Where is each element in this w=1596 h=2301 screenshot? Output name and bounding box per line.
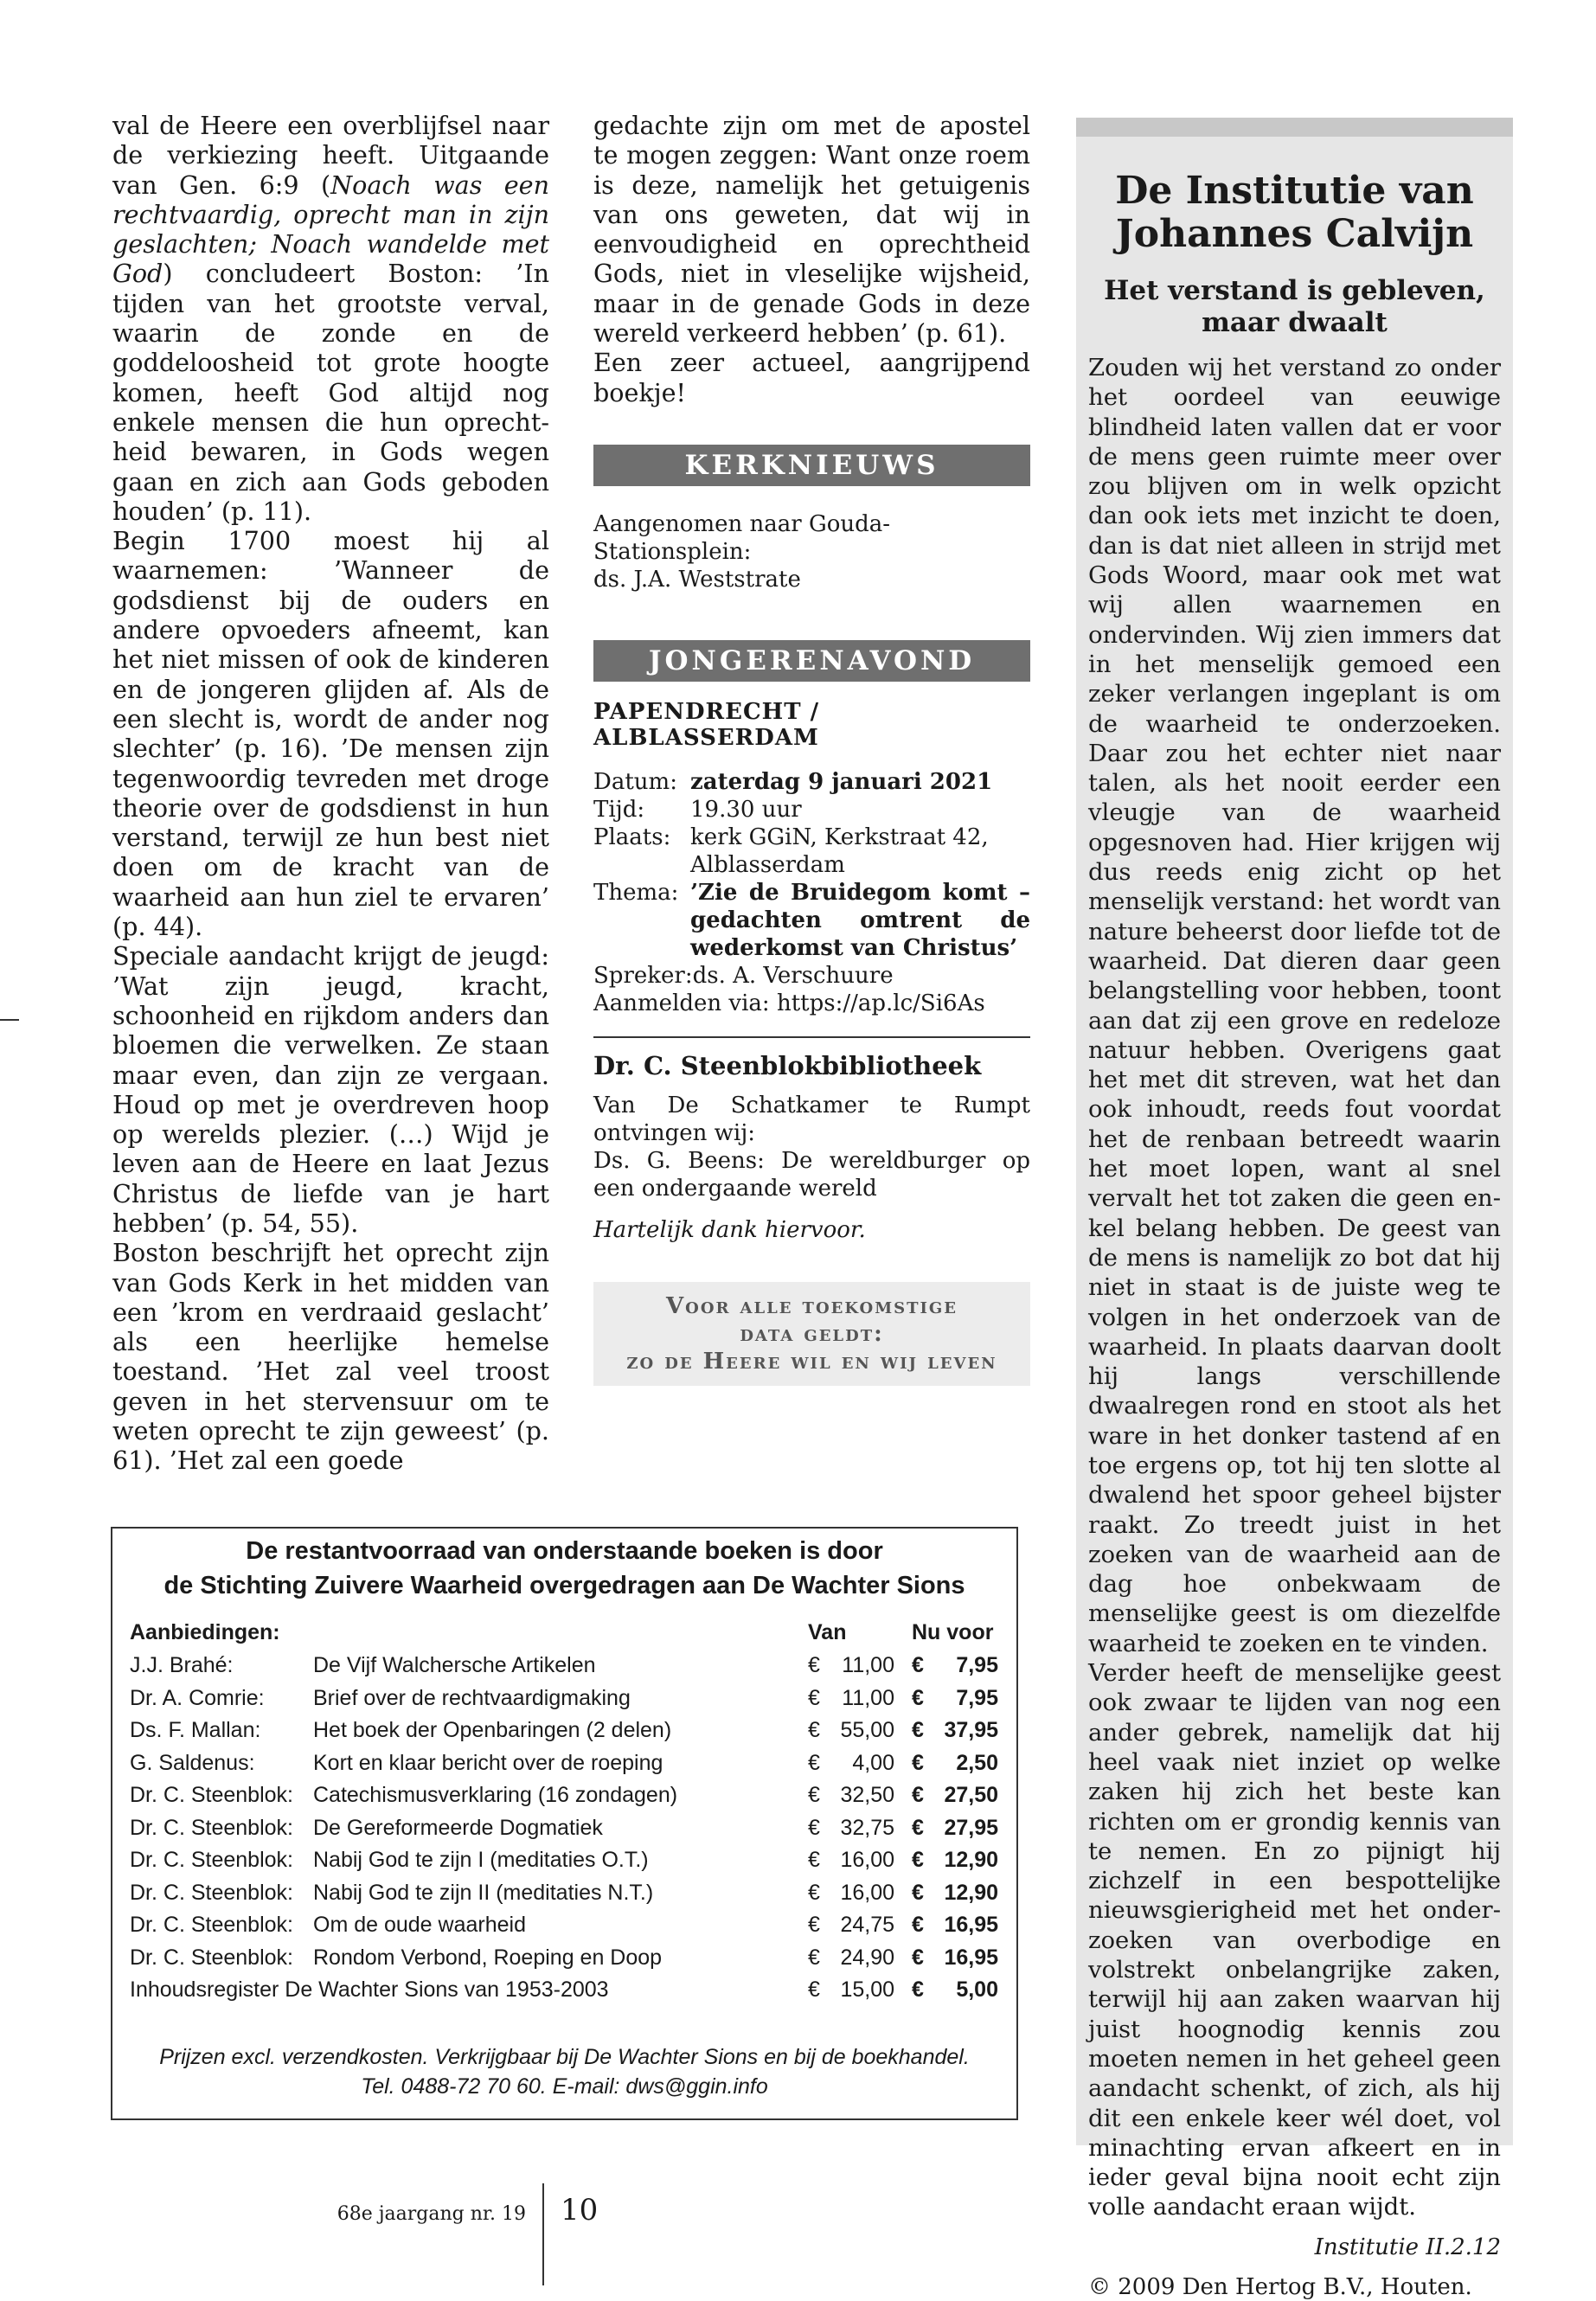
paragraph: Begin 1700 moest hij al waarnemen: ’Wanneer de godsdienst bij de ouders en andere opvoeders afneemt, kan het niet missen of ook de kinderen en de jongeren glijden af. Als de een slecht is, wordt de ander nog slechter’ (p. 16). ’De mensen zijn tegenwoordig tevreden met droge theorie over de godsdienst in hun verstand, terwijl ze hun best niet doen om de kracht van de waarheid aan hun ziel te ervaren’ (p. 44). bbox=[112, 526, 549, 942]
books-title-line: De restantvoorraad van onderstaande boeken is door bbox=[246, 1537, 883, 1565]
books-title-line: de Stichting Zuivere Waarheid overgedragen aan De Wachter Sions bbox=[163, 1572, 965, 1599]
price-old bbox=[808, 1877, 912, 1910]
price-new-value: 5,00 bbox=[956, 1977, 998, 2003]
price-old-value: 11,00 bbox=[842, 1653, 894, 1678]
price-old-value: 4,00 bbox=[852, 1750, 894, 1775]
price-new-value: 16,95 bbox=[944, 1913, 998, 1938]
book-author: Dr. C. Steenblok: bbox=[130, 1880, 293, 1905]
price-new bbox=[912, 1747, 1007, 1780]
currency-symbol: € bbox=[808, 1783, 820, 1808]
currency-symbol: € bbox=[912, 1783, 924, 1808]
price-new bbox=[912, 1877, 1007, 1910]
event-date: zaterdag 9 januari 2021 bbox=[690, 768, 993, 795]
price-old-value: 32,50 bbox=[840, 1783, 894, 1808]
kerknieuws-line: Aangenomen naar Gouda-Stationsplein: bbox=[593, 510, 891, 565]
event-theme: ’Zie de Bruidegom komt – gedachten omtrent de wederkomst van Christus’ bbox=[690, 879, 1030, 961]
price-old bbox=[808, 1650, 912, 1682]
issue-info: 68e jaargang nr. 19 bbox=[337, 2203, 526, 2225]
book-title: De Gereformeerde Dogmatiek bbox=[313, 1815, 603, 1840]
book-title: Nabij God te zijn II (meditaties N.T.) bbox=[313, 1880, 654, 1905]
books-footer-line: Tel. 0488-72 70 60. E-mail: dws@ggin.info bbox=[361, 2074, 768, 2099]
book-title: Nabij God te zijn I (meditaties O.T.) bbox=[313, 1848, 649, 1873]
kerknieuws-heading: KERKNIEUWS bbox=[593, 445, 1030, 486]
table-row bbox=[130, 1974, 1007, 2007]
paragraph: Zouden wij het verstand zo onder het oordeel van eeuwige blindheid laten vallen dat er voor de mens geen ruimte meer over zou blijven om in welk opzicht dan ook iets met inzicht te doen, dan is dat niet alleen in strijd met Gods Woord, maar ook met wat wij allen waarnemen en ondervinden. Wij zien immers dat in het menselijk gemoed een zeker verlangen ingeplant is om de waarheid te onderzoeken. Daar zou het echter niet naar talen, als het nooit eerder een vleugje van de waarheid opgesnoven had. Hier krijgen wij dus reeds enig zicht op het menselijk verstand: het wordt van nature beheerst door liefde tot de waarheid. Dat dieren daar geen belangstelling voor hebben, toont aan dat zij een grove en redeloze natuur hebben. Overigens gaat het met dit streven, wat het dan ook inhoudt, reeds fout voordat het de renbaan betreedt waarin het moet lopen, want al snel vervalt het tot zaken die geen enkel belang hebben. De geest van de mens is namelijk zo bot dat hij niet in staat is de juiste weg te volgen in het onderzoek van de waarheid. In plaats daarvan doolt hij langs verschillende dwaalregen rond en stoot als het ware in het donker tastend af en toe ergens op, tot hij ten slotte al dwalend het spoor geheel bijster raakt. Zo treedt juist in het zoeken van de waarheid aan de dag hoe onbekwaam de menselijke geest is om diezelfde waarheid te zoeken en te vinden. bbox=[1088, 354, 1501, 1657]
price-new-value: 27,50 bbox=[944, 1783, 998, 1808]
notice-line: data geldt: bbox=[740, 1320, 884, 1347]
price-old bbox=[808, 1942, 912, 1975]
footer-divider bbox=[542, 2183, 544, 2285]
price-new bbox=[912, 1715, 1007, 1747]
book-title: Catechismusverklaring (16 zondagen) bbox=[313, 1783, 678, 1808]
currency-symbol: € bbox=[912, 1653, 924, 1678]
currency-symbol: € bbox=[912, 1848, 924, 1873]
event-place: kerk GGiN, Kerkstraat 42, Alblasserdam bbox=[690, 824, 989, 878]
label-plaats: Plaats: bbox=[593, 824, 671, 850]
copyright: © 2009 Den Hertog B.V., Houten. bbox=[1088, 2273, 1472, 2300]
jongerenavond-heading: JONGERENAVOND bbox=[593, 640, 1030, 682]
book-author: Dr. A. Comrie: bbox=[130, 1685, 265, 1710]
price-new-value: 2,50 bbox=[956, 1750, 998, 1775]
notice-line: zo de Heere wil en wij leven bbox=[626, 1348, 997, 1375]
price-new bbox=[912, 1650, 1007, 1682]
page-number: 10 bbox=[561, 2193, 599, 2227]
currency-symbol: € bbox=[808, 1750, 820, 1775]
paragraph: Verder heeft de menselijke geest ook zwaar te lijden van nog een ander gebrek, namelijk dat hij heel vaak niet inziet op welke zaken hij zich het beste kan richten om er grondig kennis van te nemen. En zo pijnigt hij zichzelf in een bespottelijke nieuwsgierigheid met het onderzoeken van overbodige en volstrekt onbelangrijke zaken, terwijl hij aan zaken waarvan hij juist hoognodig kennis zou moeten nemen in het geheel geen aandacht schenkt, of zich, als hij dit een enkele keer wél doet, vol minachting ervan afkeert en in ieder geval bijna nooit echt zijn volle aandacht eraan wijdt. bbox=[1088, 1659, 1501, 2221]
price-old bbox=[808, 1844, 912, 1877]
books-footer-line: Prijzen excl. verzendkosten. Verkrijgbaar bij De Wachter Sions en bij de boekhandel. bbox=[159, 2045, 970, 2069]
currency-symbol: € bbox=[808, 1977, 820, 2003]
label-spreker: Spreker: bbox=[593, 962, 693, 989]
price-new bbox=[912, 1812, 1007, 1845]
label-tijd: Tijd: bbox=[593, 796, 645, 823]
paragraph: Een zeer actueel, aangrijpend boekje! bbox=[593, 348, 1030, 407]
currency-symbol: € bbox=[808, 1718, 820, 1743]
currency-symbol: € bbox=[912, 1685, 924, 1710]
table-row bbox=[130, 1715, 1007, 1747]
book-author: G. Saldenus: bbox=[130, 1750, 255, 1775]
price-old bbox=[808, 1682, 912, 1715]
kerknieuws-line: ds. J.A. Weststrate bbox=[593, 566, 801, 593]
jongerenavond-location: PAPENDRECHT / ALBLASSERDAM bbox=[593, 698, 820, 751]
books-offer-box bbox=[111, 1527, 1018, 2120]
column-2 bbox=[593, 111, 1030, 1386]
event-details-2 bbox=[593, 962, 894, 990]
registration-link[interactable]: https://ap.lc/Si6As bbox=[776, 990, 985, 1016]
label-aanmelden: Aanmelden via: bbox=[593, 990, 770, 1016]
label-thema: Thema: bbox=[593, 879, 679, 906]
price-old bbox=[808, 1747, 912, 1780]
table-row bbox=[130, 1942, 1007, 1975]
currency-symbol: € bbox=[912, 1815, 924, 1840]
currency-symbol: € bbox=[912, 1750, 924, 1775]
book-author: J.J. Brahé: bbox=[130, 1653, 234, 1678]
price-old bbox=[808, 1812, 912, 1845]
kerknieuws-text bbox=[593, 510, 1030, 593]
book-author: Ds. F. Mallan: bbox=[130, 1718, 261, 1743]
price-old bbox=[808, 1779, 912, 1812]
currency-symbol: € bbox=[808, 1685, 820, 1710]
library-text: Van De Schatkamer te Rumpt ontvingen wij: bbox=[593, 1092, 1030, 1146]
price-new-value: 37,95 bbox=[944, 1718, 998, 1743]
event-details bbox=[593, 768, 1030, 962]
currency-symbol: € bbox=[808, 1945, 820, 1970]
table-row bbox=[130, 1844, 1007, 1877]
book-title: Kort en klaar bericht over de roeping bbox=[313, 1750, 663, 1775]
paragraph: Speciale aandacht krijgt de jeugd: ’Wat zijn jeugd, kracht, schoonheid en rijkdom anders dan bloemen die verwelken. Ze staan maar even, dan zijn ze vergaan. Houd op met je overdreven hoop op werelds plezier. (…) Wijd je leven aan de Heere en laat Jezus Christus de liefde van je hart hebben’ (p. 54, 55). bbox=[112, 941, 549, 1238]
notice-line: Voor alle toekomstige bbox=[665, 1292, 958, 1319]
header-van: Van bbox=[808, 1619, 847, 1644]
paragraph: gedachte zijn om met de apostel te mogen zeggen: Want onze roem is deze, namelijk het getuigenis van ons geweten, dat wij in eenvoudigheid en oprechtheid Gods, niet in vleselijke wijsheid, maar in de genade Gods in deze wereld verkeerd hebben’ (p. 61). bbox=[593, 111, 1030, 349]
currency-symbol: € bbox=[808, 1880, 820, 1905]
book-title: De Vijf Walchersche Artikelen bbox=[313, 1653, 596, 1678]
price-new-value: 27,95 bbox=[944, 1815, 998, 1840]
price-old bbox=[808, 1909, 912, 1942]
event-registration bbox=[593, 990, 1030, 1017]
currency-symbol: € bbox=[808, 1815, 820, 1840]
price-old bbox=[808, 1715, 912, 1747]
currency-symbol: € bbox=[808, 1848, 820, 1873]
currency-symbol: € bbox=[912, 1880, 924, 1905]
event-speaker: ds. A. Verschuure bbox=[692, 962, 894, 989]
book-author: Dr. C. Steenblok: bbox=[130, 1913, 293, 1938]
currency-symbol: € bbox=[912, 1718, 924, 1743]
table-row bbox=[130, 1877, 1007, 1910]
price-new bbox=[912, 1909, 1007, 1942]
price-new-value: 7,95 bbox=[956, 1685, 998, 1710]
currency-symbol: € bbox=[912, 1977, 924, 2003]
price-old-value: 16,00 bbox=[840, 1848, 894, 1873]
header-nu: Nu voor bbox=[912, 1619, 994, 1644]
table-row bbox=[130, 1682, 1007, 1715]
scripture-quote: Noach was een rechtvaardig, oprecht man in zijn geslachten; Noach wandelde met God bbox=[112, 170, 549, 289]
column-1 bbox=[112, 111, 549, 1476]
library-heading: Dr. C. Steenblokbibliotheek bbox=[593, 1050, 982, 1080]
table-row bbox=[130, 1747, 1007, 1780]
table-row bbox=[130, 1650, 1007, 1682]
table-row bbox=[130, 1812, 1007, 1845]
price-old-value: 24,75 bbox=[840, 1913, 894, 1938]
label-datum: Datum: bbox=[593, 768, 677, 795]
price-new-value: 12,90 bbox=[944, 1848, 998, 1873]
price-new-value: 12,90 bbox=[944, 1880, 998, 1905]
price-old-value: 32,75 bbox=[840, 1815, 894, 1840]
currency-symbol: € bbox=[808, 1653, 820, 1678]
price-new bbox=[912, 1974, 1007, 2007]
citation: Institutie II.2.12 bbox=[1314, 2234, 1501, 2260]
book-title: Rondom Verbond, Roeping en Doop bbox=[313, 1945, 663, 1970]
currency-symbol: € bbox=[808, 1913, 820, 1938]
price-old-value: 24,90 bbox=[840, 1945, 894, 1970]
currency-symbol: € bbox=[912, 1945, 924, 1970]
calvijn-sidebar bbox=[1076, 118, 1513, 2300]
price-new bbox=[912, 1942, 1007, 1975]
books-title bbox=[112, 1534, 1016, 1603]
table-row bbox=[130, 1909, 1007, 1942]
sidebar-subtitle: Het verstand is gebleven, maar dwaalt bbox=[1104, 275, 1485, 338]
currency-symbol: € bbox=[912, 1913, 924, 1938]
price-new-value: 16,95 bbox=[944, 1945, 998, 1970]
book-author: Dr. C. Steenblok: bbox=[130, 1783, 293, 1808]
table-row bbox=[130, 1779, 1007, 1812]
price-old-value: 55,00 bbox=[840, 1718, 894, 1743]
book-title: Het boek der Openbaringen (2 delen) bbox=[313, 1718, 672, 1743]
library-thanks: Hartelijk dank hiervoor. bbox=[593, 1216, 866, 1243]
paragraph: Boston beschrijft het oprecht zijn van Gods Kerk in het midden van een ’krom en verdraaid geslacht’ als een heerlijke hemelse toestand. ’Het zal veel troost geven in het stervensuur om te weten oprecht te zijn geweest’ (p. 61). ’Het zal een goede bbox=[112, 1238, 549, 1476]
notice-box bbox=[593, 1282, 1030, 1386]
book-author: Dr. C. Steenblok: bbox=[130, 1848, 293, 1873]
event-time: 19.30 uur bbox=[690, 796, 802, 823]
book-title: Brief over de rechtvaardigmaking bbox=[313, 1685, 631, 1710]
sidebar-title: De Institutie van Johannes Calvijn bbox=[1115, 169, 1474, 256]
price-old-value: 15,00 bbox=[840, 1977, 894, 2003]
paragraph bbox=[112, 111, 549, 526]
books-table bbox=[130, 1615, 1007, 2007]
book-author: Inhoudsregister De Wachter Sions van 1953-2003 bbox=[130, 1977, 609, 2003]
library-book: Ds. G. Beens: De wereldburger op een ondergaande wereld bbox=[593, 1147, 1030, 1202]
price-old-value: 11,00 bbox=[842, 1685, 894, 1710]
price-new bbox=[912, 1682, 1007, 1715]
price-new bbox=[912, 1779, 1007, 1812]
books-footer bbox=[112, 2042, 1016, 2101]
book-author: Dr. C. Steenblok: bbox=[130, 1815, 293, 1840]
price-old-value: 16,00 bbox=[840, 1880, 894, 1905]
text-run: val de Heere een overblijfsel naar de verkiezing heeft. Uitgaande van Gen. 6:9 ( bbox=[112, 111, 549, 200]
text-run: ) concludeert Boston: ’In tijden van het grootste verval, waarin de zonde en de goddeloosheid tot grote hoogte komen, heeft God altijd nog enkele mensen die hun oprechtheid bewaren, in Gods wegen gaan en zich aan Gods geboden houden’ (p. 11). bbox=[112, 259, 549, 526]
header-aanbiedingen: Aanbiedingen: bbox=[130, 1619, 280, 1644]
price-new-value: 7,95 bbox=[956, 1653, 998, 1678]
margin-mark bbox=[0, 1019, 19, 1021]
book-title: Om de oude waarheid bbox=[313, 1913, 526, 1938]
price-old bbox=[808, 1974, 912, 2007]
price-new bbox=[912, 1844, 1007, 1877]
book-author: Dr. C. Steenblok: bbox=[130, 1945, 293, 1970]
